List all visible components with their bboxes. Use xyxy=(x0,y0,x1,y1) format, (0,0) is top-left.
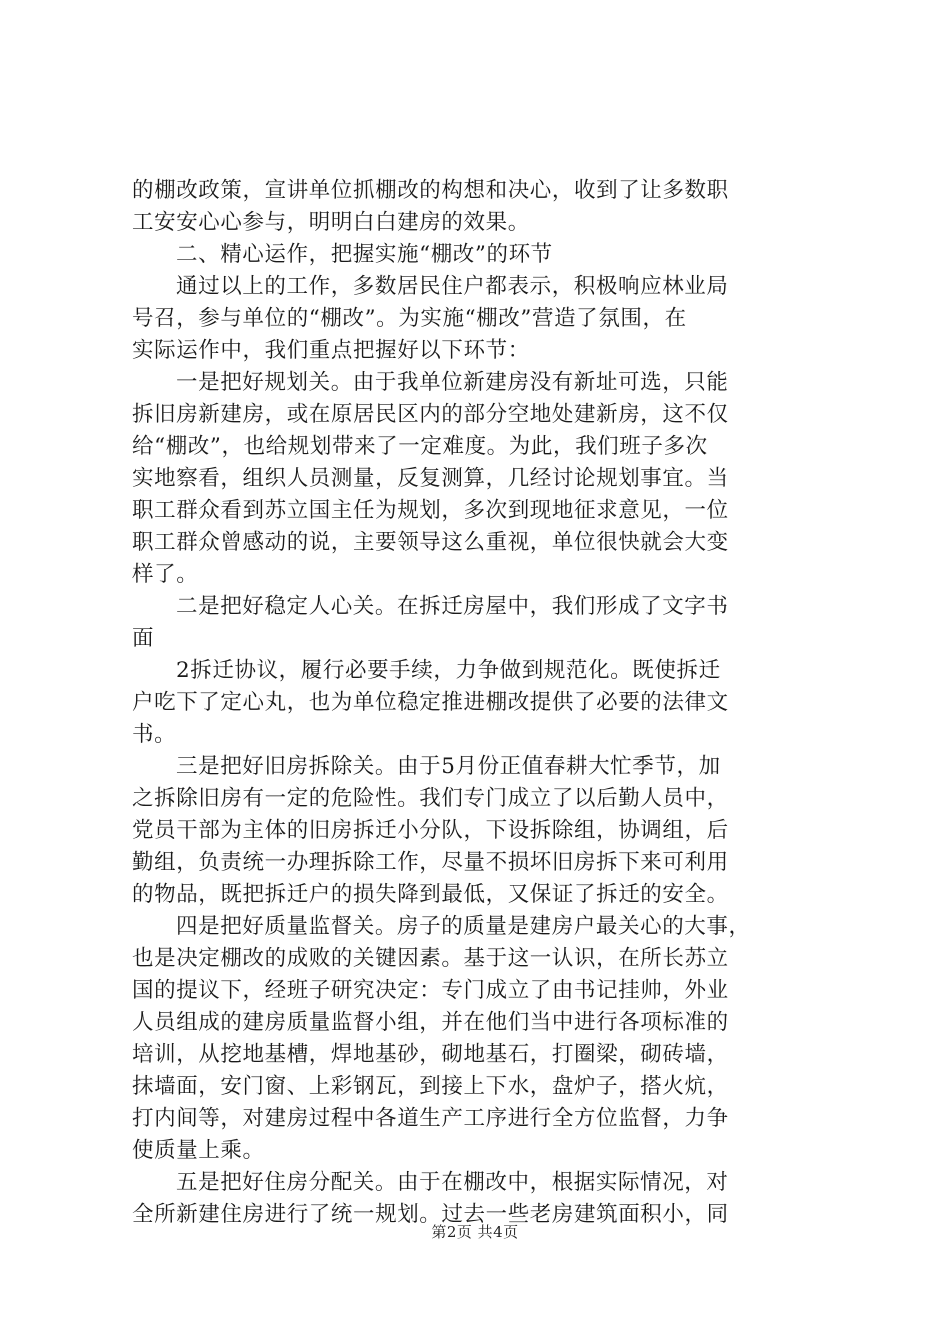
text-line: 抹墙面，安门窗、上彩钢瓦，到接上下水，盘炉子，搭火炕， xyxy=(132,1074,729,1099)
text-line: 人员组成的建房质量监督小组，并在他们当中进行各项标准的 xyxy=(132,1010,729,1035)
text-line: 打内间等，对建房过程中各道生产工序进行全方位监督，力争 xyxy=(132,1106,729,1131)
text-line: 实地察看，组织人员测量，反复测算，几经讨论规划事宜。当 xyxy=(132,466,729,491)
text-line: 面 xyxy=(132,626,155,651)
text-line: 勤组，负责统一办理拆除工作，尽量不损坏旧房拆下来可利用 xyxy=(132,850,729,875)
text-line: 四是把好质量监督关。房子的质量是建房户最关心的大事， xyxy=(176,914,751,939)
text-line: 的棚改政策，宣讲单位抓棚改的构想和决心，收到了让多数职 xyxy=(132,178,729,203)
text-line: 书。 xyxy=(132,722,177,747)
text-line: 给“棚改”，也给规划带来了一定难度。为此，我们班子多次 xyxy=(132,434,708,459)
text-line: 职工群众看到苏立国主任为规划，多次到现地征求意见，一位 xyxy=(132,498,729,523)
text-line: 一是把好规划关。由于我单位新建房没有新址可选，只能 xyxy=(176,370,729,395)
text-line: 2拆迁协议，履行必要手续，力争做到规范化。既使拆迁 xyxy=(176,658,721,683)
text-line: 职工群众曾感动的说，主要领导这么重视，单位很快就会大变 xyxy=(132,530,729,555)
text-line: 培训，从挖地基槽，焊地基砂，砌地基石，打圈梁，砌砖墙， xyxy=(132,1042,729,1067)
text-line: 使质量上乘。 xyxy=(132,1138,265,1163)
text-line: 拆旧房新建房，或在原居民区内的部分空地处建新房，这不仅 xyxy=(132,402,729,427)
text-line: 户吃下了定心丸，也为单位稳定推进棚改提供了必要的法律文 xyxy=(132,690,729,715)
text-line: 工安安心心参与，明明白白建房的效果。 xyxy=(132,210,530,235)
text-line: 号召，参与单位的“棚改”。为实施“棚改”营造了氛围，在 xyxy=(132,306,687,331)
section-heading: 二、精心运作，把握实施“棚改”的环节 xyxy=(176,242,553,267)
text-line: 的物品，既把拆迁户的损失降到最低，又保证了拆迁的安全。 xyxy=(132,882,729,907)
text-line: 三是把好旧房拆除关。由于5月份正值春耕大忙季节，加 xyxy=(176,754,721,779)
text-line: 党员干部为主体的旧房拆迁小分队，下设拆除组，协调组，后 xyxy=(132,818,729,843)
text-line: 也是决定棚改的成败的关键因素。基于这一认识，在所长苏立 xyxy=(132,946,729,971)
text-line: 样了。 xyxy=(132,562,199,587)
text-line: 通过以上的工作，多数居民住户都表示，积极响应林业局 xyxy=(176,274,729,299)
text-line: 全所新建住房进行了统一规划。过去一些老房建筑面积小，同 xyxy=(132,1202,729,1227)
page-number-footer: 第2页 共4页 xyxy=(431,1223,519,1241)
text-line: 五是把好住房分配关。由于在棚改中，根据实际情况，对 xyxy=(176,1170,729,1195)
text-line: 国的提议下，经班子研究决定：专门成立了由书记挂帅，外业 xyxy=(132,978,729,1003)
text-line: 二是把好稳定人心关。在拆迁房屋中，我们形成了文字书 xyxy=(176,594,729,619)
text-line: 之拆除旧房有一定的危险性。我们专门成立了以后勤人员中， xyxy=(132,786,729,811)
text-line: 实际运作中，我们重点把握好以下环节： xyxy=(132,338,530,363)
